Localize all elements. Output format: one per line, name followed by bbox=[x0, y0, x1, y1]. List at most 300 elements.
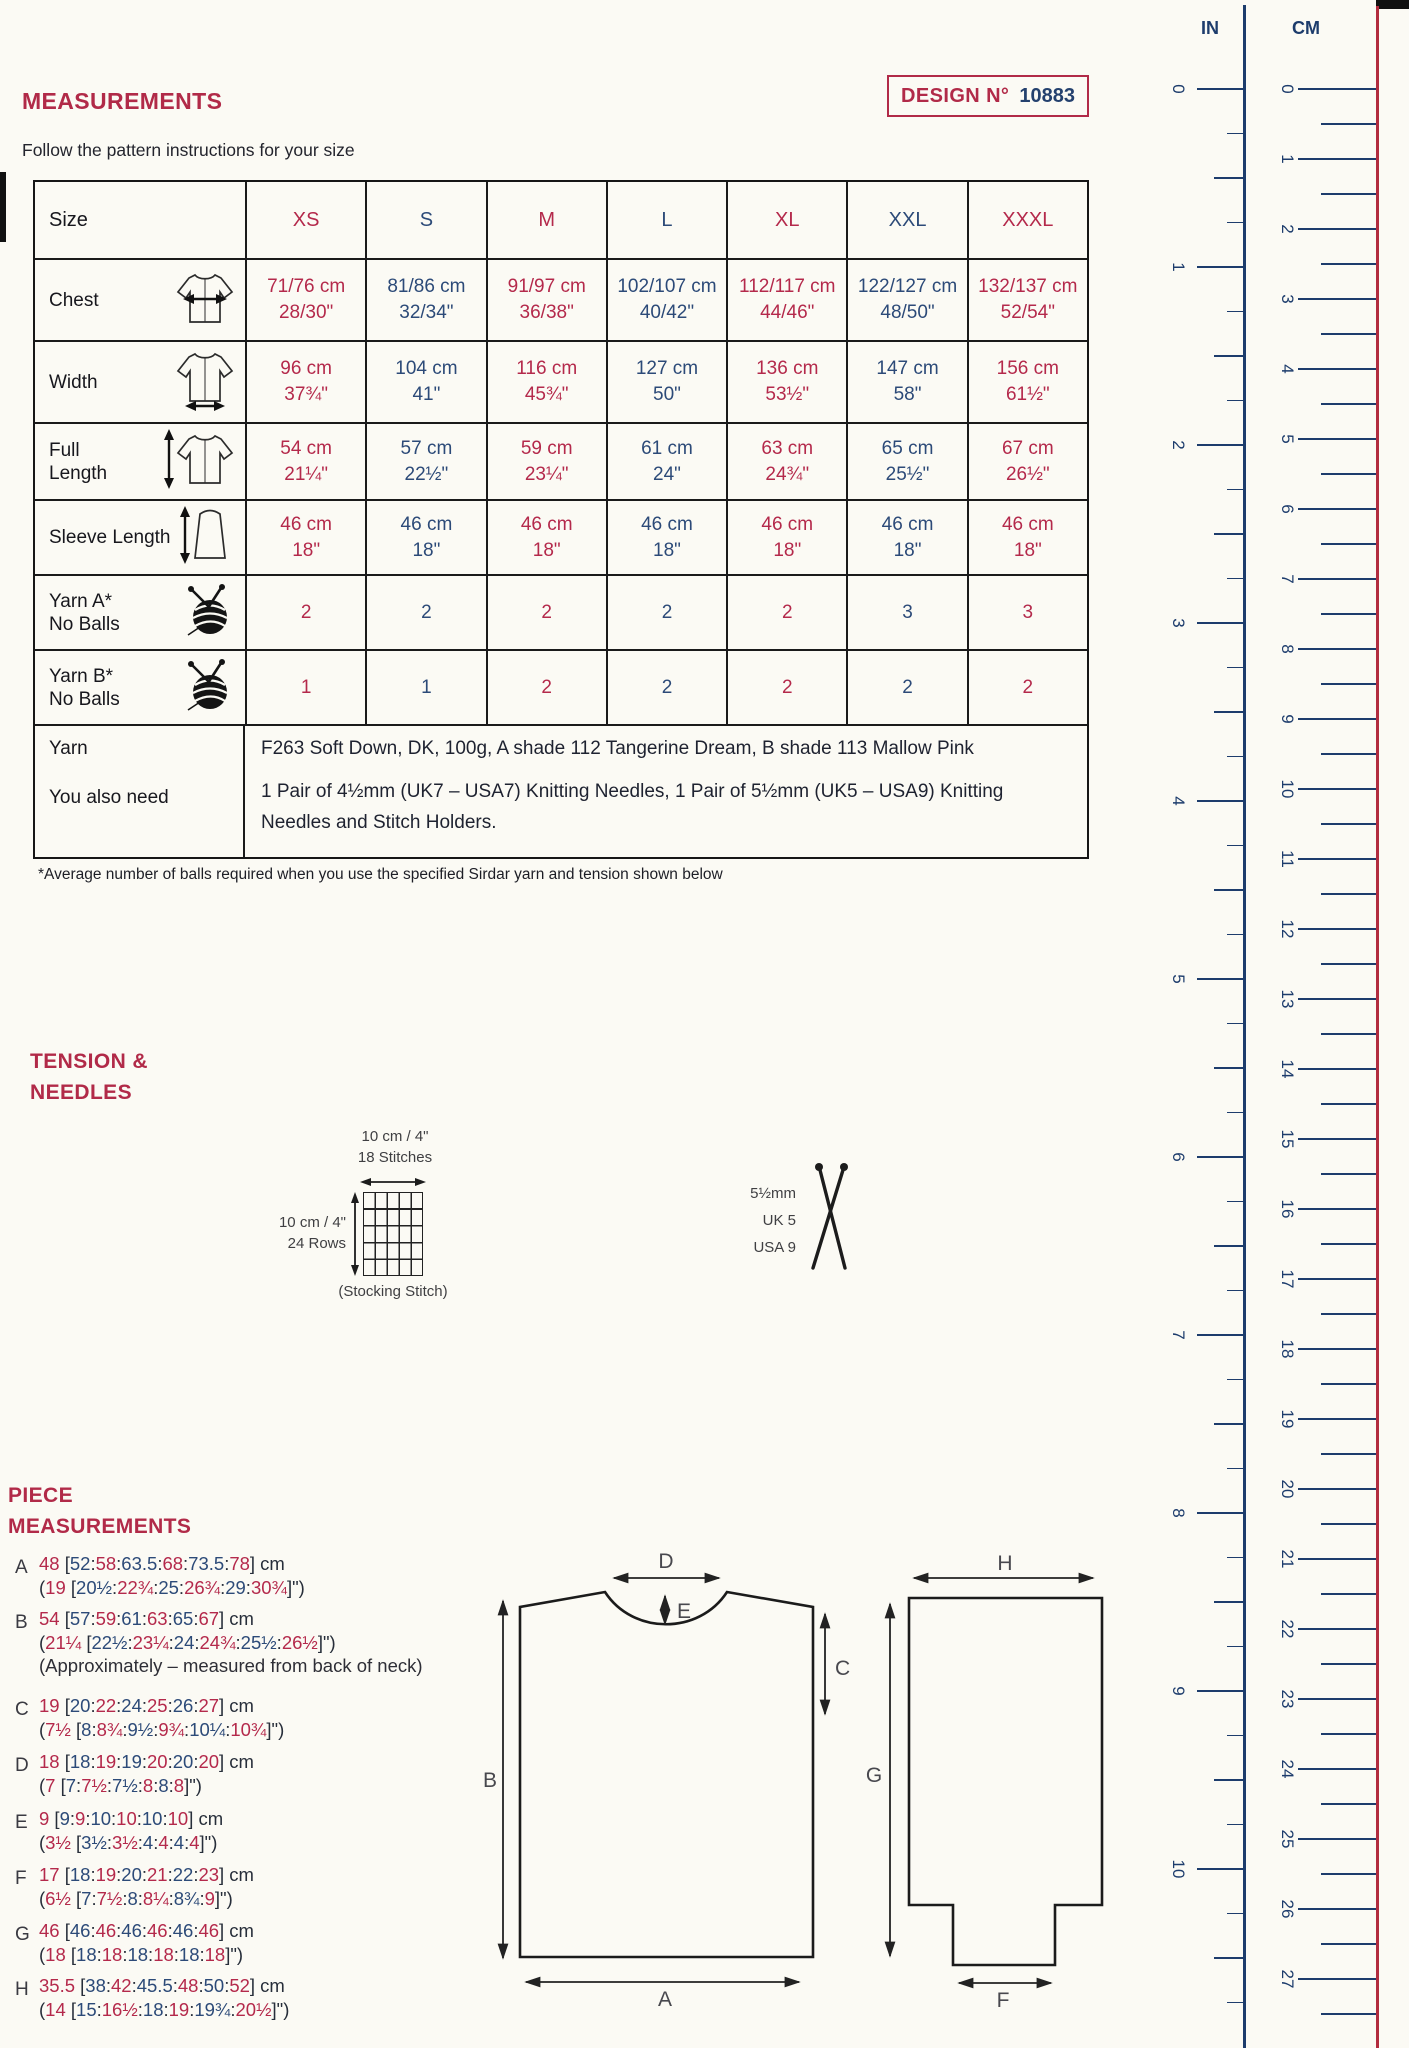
value-line: 91/97 cm bbox=[507, 276, 586, 297]
measurement-value: 18 bbox=[69, 1751, 91, 1772]
ruler-tick bbox=[1197, 622, 1243, 624]
value-cell bbox=[606, 260, 726, 340]
value-line: 21¼" bbox=[284, 463, 328, 485]
ruler-number: 5 bbox=[1278, 434, 1297, 444]
value-cell bbox=[245, 342, 365, 422]
measurement-value: ]") bbox=[266, 1718, 285, 1740]
measurement-value: [ bbox=[49, 1808, 60, 1829]
value-cell bbox=[967, 651, 1087, 724]
value-cell bbox=[726, 576, 846, 649]
measurement-value: 25 bbox=[158, 1576, 179, 1598]
measurement-value: : bbox=[276, 1631, 282, 1653]
measurement-value: ] cm bbox=[249, 1975, 285, 1996]
value-line: 61 cm bbox=[641, 437, 693, 459]
ruler-tick bbox=[1321, 1103, 1376, 1105]
tension-swatch-grid bbox=[363, 1192, 423, 1276]
measurement-value: : bbox=[96, 1943, 102, 1965]
ruler-tick bbox=[1197, 266, 1243, 268]
ruler-tick bbox=[1298, 1908, 1376, 1910]
measurement-value: : bbox=[162, 1808, 168, 1829]
measurement-value: 46 bbox=[198, 1920, 220, 1941]
value-cell bbox=[606, 424, 726, 499]
ruler-tick bbox=[1321, 1873, 1376, 1875]
piece-measurement-list bbox=[15, 1545, 498, 2045]
value-line: 24" bbox=[653, 463, 681, 485]
value-line: 50" bbox=[653, 384, 681, 405]
measurement-value: 35.5 bbox=[39, 1975, 76, 1996]
ruler-number: 12 bbox=[1278, 919, 1297, 939]
value-line: 2 bbox=[541, 676, 552, 698]
measurement-value: [ bbox=[81, 1631, 92, 1653]
measurement-value: 26 bbox=[172, 1695, 194, 1716]
measurement-value: : bbox=[112, 1576, 118, 1598]
value-line: 46 cm bbox=[520, 513, 573, 535]
needle-size-label: 5½mm bbox=[750, 1185, 796, 1202]
needle-usa-label: USA 9 bbox=[753, 1239, 796, 1256]
ruler-tick bbox=[1298, 578, 1376, 580]
ruler-number: 3 bbox=[1278, 294, 1297, 304]
value-cell bbox=[967, 260, 1087, 340]
value-line: 63 cm bbox=[761, 437, 814, 459]
measurement-value: 19 bbox=[121, 1751, 142, 1772]
measurement-value: 10¼ bbox=[189, 1718, 226, 1740]
value-cell bbox=[245, 501, 365, 574]
value-line: 156 cm bbox=[996, 358, 1059, 379]
measurement-value: : bbox=[141, 1920, 148, 1941]
row-label-line: Full bbox=[49, 439, 80, 461]
ruler-tick bbox=[1321, 2013, 1376, 2015]
measurement-value: 10 bbox=[167, 1808, 189, 1829]
measurement-line bbox=[39, 1631, 423, 1655]
value-cell bbox=[846, 260, 966, 340]
measurement-value: : bbox=[220, 1576, 226, 1598]
measurement-value: 23¼ bbox=[132, 1631, 169, 1653]
ruler-tick bbox=[1321, 1383, 1376, 1385]
measurement-value: : bbox=[116, 1920, 122, 1941]
measurement-value: : bbox=[184, 1831, 190, 1853]
measurement-value: : bbox=[106, 1774, 113, 1796]
ruler-number: 10 bbox=[1169, 1859, 1188, 1879]
measurement-line bbox=[39, 1750, 254, 1774]
ruler-tick bbox=[1298, 1558, 1376, 1560]
row-label-cell bbox=[35, 342, 245, 422]
measurement-value: [ bbox=[59, 1920, 70, 1941]
measurement-value: 20½ bbox=[235, 1998, 272, 2020]
ruler-number: 27 bbox=[1278, 1969, 1297, 1989]
value-cell bbox=[726, 651, 846, 724]
value-line: 1 bbox=[300, 676, 312, 698]
measurement-value: : bbox=[184, 1718, 190, 1740]
tension-heading bbox=[30, 1046, 148, 1108]
row-label-line: Yarn A* bbox=[49, 590, 113, 612]
ruler-tick bbox=[1298, 438, 1376, 440]
measurement-value: : bbox=[69, 1808, 76, 1829]
table-row bbox=[35, 340, 1087, 422]
piece-measurement-item bbox=[15, 1974, 289, 2021]
ruler-number: 18 bbox=[1278, 1339, 1297, 1359]
diagram-letter-d: D bbox=[658, 1550, 674, 1573]
ruler-tick bbox=[1227, 2002, 1243, 2004]
measurement-value: : bbox=[167, 1608, 173, 1629]
measurement-value: : bbox=[116, 1608, 122, 1629]
ruler-tick bbox=[1227, 1646, 1243, 1648]
value-line: 54 cm bbox=[280, 437, 333, 459]
value-cell bbox=[486, 260, 606, 340]
ruler-number: 23 bbox=[1278, 1689, 1297, 1709]
swatch-stitch-label: (Stocking Stitch) bbox=[338, 1283, 448, 1300]
measurement-value: 4 bbox=[142, 1831, 154, 1853]
garment-chest-icon bbox=[174, 268, 236, 332]
measurement-value: 18 bbox=[39, 1751, 60, 1772]
measurement-value: ] cm bbox=[219, 1608, 254, 1629]
ruler-tick bbox=[1227, 845, 1243, 847]
ruler-tick bbox=[1227, 1468, 1243, 1470]
measurement-value: : bbox=[194, 1631, 200, 1653]
measurement-line bbox=[39, 1576, 305, 1600]
ruler-tick bbox=[1298, 1068, 1376, 1070]
measurement-value: 20 bbox=[69, 1695, 91, 1716]
measurement-value: 8 bbox=[81, 1718, 92, 1740]
size-column-header: XL bbox=[726, 182, 846, 258]
ruler-tick bbox=[1214, 1779, 1243, 1781]
swatch-width-arrow bbox=[360, 1176, 426, 1188]
ruler-tick bbox=[1321, 403, 1376, 405]
measurement-value: 18 bbox=[101, 1943, 123, 1965]
measurement-value: : bbox=[136, 1808, 142, 1829]
table-row bbox=[35, 649, 1087, 724]
value-line: 61½" bbox=[1005, 384, 1050, 405]
measurement-value: 67 bbox=[198, 1608, 220, 1629]
ruler-tick bbox=[1227, 1201, 1243, 1203]
measurement-value: 4 bbox=[158, 1831, 169, 1853]
value-line: 28/30" bbox=[278, 302, 334, 323]
ruler-number: 5 bbox=[1169, 974, 1188, 984]
measurement-value: 7 bbox=[81, 1887, 92, 1909]
ruler-number: 14 bbox=[1278, 1059, 1297, 1079]
measurement-value: : bbox=[96, 1998, 102, 2020]
measurement-value: ]") bbox=[199, 1831, 218, 1853]
measurement-value: 45.5 bbox=[136, 1975, 173, 1996]
tension-heading-line1: TENSION & bbox=[30, 1050, 148, 1073]
measurement-value: : bbox=[122, 1943, 128, 1965]
ruler-tick bbox=[1227, 1824, 1243, 1826]
value-cell bbox=[486, 651, 606, 724]
row-label-cell bbox=[35, 576, 245, 649]
measurement-value: 10 bbox=[90, 1808, 112, 1829]
ruler-tick bbox=[1197, 444, 1243, 446]
ruler-number: 26 bbox=[1278, 1899, 1297, 1919]
ruler-number: 16 bbox=[1278, 1199, 1297, 1219]
needle-labels bbox=[726, 1180, 796, 1261]
size-column-header: S bbox=[365, 182, 485, 258]
swatch-top-stitches: 18 Stitches bbox=[357, 1149, 433, 1166]
measurement-value: : bbox=[122, 1887, 128, 1909]
diagram-letter-g: G bbox=[865, 1764, 883, 1787]
swatch-top-size: 10 cm / 4" bbox=[361, 1128, 429, 1145]
scan-mark-corner bbox=[1376, 0, 1409, 9]
measurement-value: : bbox=[235, 1631, 241, 1653]
ruler-tick bbox=[1227, 1379, 1243, 1381]
value-line: 24¾" bbox=[765, 463, 810, 485]
piece-measurement-item bbox=[15, 1750, 254, 1797]
measurement-value: [ bbox=[59, 1751, 70, 1772]
piece-letter: F bbox=[15, 1868, 27, 1889]
ruler-number: 4 bbox=[1169, 796, 1188, 806]
size-column-header: XXXL bbox=[967, 182, 1087, 258]
measurement-value: : bbox=[245, 1576, 251, 1598]
measurement-value: 8 bbox=[142, 1774, 154, 1796]
table-row bbox=[35, 574, 1087, 649]
piece-lines bbox=[39, 1807, 223, 1854]
measurement-value: 48 bbox=[39, 1553, 60, 1574]
value-line: 2 bbox=[661, 676, 673, 698]
measurement-value: : bbox=[230, 1998, 236, 2020]
measurement-line bbox=[39, 1718, 284, 1742]
value-cell bbox=[846, 424, 966, 499]
measurement-line bbox=[39, 1863, 254, 1887]
measurement-value: 78 bbox=[229, 1553, 250, 1574]
piece-lines bbox=[39, 1607, 423, 1678]
value-line: 22½" bbox=[404, 463, 449, 485]
measurement-value: [ bbox=[59, 1608, 70, 1629]
measurement-value: : bbox=[225, 1718, 231, 1740]
measurement-value: : bbox=[224, 1975, 230, 1996]
diagram-letter-a: A bbox=[657, 1988, 673, 2011]
value-cell bbox=[245, 260, 365, 340]
measurement-value: : bbox=[106, 1831, 113, 1853]
ruler-tick bbox=[1298, 1838, 1376, 1840]
measurement-value: ]") bbox=[214, 1887, 233, 1909]
value-line: 46 cm bbox=[881, 513, 934, 535]
row-label bbox=[49, 590, 120, 636]
measurement-value: : bbox=[153, 1576, 159, 1598]
measurement-value: 18 bbox=[153, 1943, 174, 1965]
measurement-value: 10 bbox=[141, 1808, 163, 1829]
swatch-height-arrow bbox=[349, 1192, 361, 1276]
ruler-tick bbox=[1227, 1735, 1243, 1737]
row-label-cell bbox=[35, 651, 245, 724]
ruler-tick bbox=[1298, 1768, 1376, 1770]
ruler-tick bbox=[1321, 1733, 1376, 1735]
piece-measurement-item bbox=[15, 1552, 305, 1599]
ruler-tick bbox=[1214, 355, 1243, 357]
measurement-value: 26½ bbox=[281, 1631, 318, 1653]
value-line: 18" bbox=[1013, 539, 1042, 561]
measurement-value: 21 bbox=[147, 1864, 168, 1885]
measurement-value: : bbox=[153, 1718, 159, 1740]
ruler-tick bbox=[1227, 222, 1243, 224]
swatch-left-rows: 24 Rows bbox=[287, 1235, 346, 1252]
value-cell bbox=[726, 501, 846, 574]
measurement-value: : bbox=[163, 1998, 169, 2020]
measurement-value: 7½ bbox=[45, 1718, 71, 1740]
row-label-cell bbox=[35, 424, 245, 499]
value-line: 45¾" bbox=[524, 384, 569, 405]
ruler-tick bbox=[1321, 1943, 1376, 1945]
ruler-tick bbox=[1321, 683, 1376, 685]
value-line: 18" bbox=[532, 539, 561, 561]
measurement-line bbox=[39, 1694, 284, 1718]
measurement-value: 19¾ bbox=[194, 1998, 231, 2020]
value-line: 18" bbox=[412, 539, 441, 561]
value-line: 53½" bbox=[765, 384, 810, 405]
measurement-value: : bbox=[199, 1887, 205, 1909]
ruler-tick bbox=[1298, 1278, 1376, 1280]
row-label-line: No Balls bbox=[49, 613, 120, 635]
measurement-value: : bbox=[141, 1608, 148, 1629]
measurement-value: : bbox=[122, 1718, 128, 1740]
row-label-line: Yarn B* bbox=[49, 665, 114, 687]
row-label-line: Width bbox=[49, 371, 98, 393]
measurement-value: 68 bbox=[162, 1553, 184, 1574]
ruler-number: 24 bbox=[1278, 1759, 1297, 1779]
ruler-tick bbox=[1321, 1663, 1376, 1665]
ruler-number: 10 bbox=[1278, 779, 1297, 799]
value-line: 41" bbox=[412, 384, 441, 405]
measurement-value: ] cm bbox=[219, 1751, 254, 1772]
ruler-tick bbox=[1214, 177, 1243, 179]
measurement-value: 10 bbox=[116, 1808, 137, 1829]
ruler-tick bbox=[1321, 1173, 1376, 1175]
measurement-value: 4 bbox=[173, 1831, 185, 1853]
ruler-number: 15 bbox=[1278, 1129, 1297, 1149]
measurement-value: : bbox=[116, 1751, 122, 1772]
measurement-value: [ bbox=[70, 1831, 82, 1853]
measurement-value: 52 bbox=[69, 1553, 91, 1574]
diagram-letter-f: F bbox=[996, 1989, 1010, 2012]
ruler-tick bbox=[1321, 123, 1376, 125]
value-line: 18" bbox=[653, 539, 681, 561]
table-header-row bbox=[35, 182, 1087, 258]
diagram-letter-h: H bbox=[997, 1552, 1013, 1575]
garment-length-icon bbox=[162, 429, 236, 495]
measurement-value: 7 bbox=[65, 1774, 77, 1796]
ruler-tick bbox=[1321, 823, 1376, 825]
row-label-line: Length bbox=[49, 462, 108, 484]
value-line: 81/86 cm bbox=[387, 276, 466, 297]
diagram-letter-c: C bbox=[835, 1657, 851, 1680]
measurement-value: : bbox=[116, 1695, 122, 1716]
value-line: 96 cm bbox=[280, 358, 333, 379]
measurement-value: 19 bbox=[168, 1998, 190, 2020]
measurement-value: : bbox=[168, 1631, 174, 1653]
measurement-value: : bbox=[137, 1774, 143, 1796]
ruler-number: 2 bbox=[1278, 224, 1297, 234]
value-line: 40/42" bbox=[639, 302, 695, 323]
ruler-tick bbox=[1321, 1033, 1376, 1035]
size-table bbox=[33, 180, 1089, 859]
you-also-need-label: You also need bbox=[49, 787, 169, 808]
measurement-value: 21¼ bbox=[45, 1631, 82, 1653]
measurement-value: 7½ bbox=[96, 1887, 123, 1909]
measurement-line bbox=[39, 1831, 223, 1855]
design-number-box bbox=[887, 75, 1089, 117]
value-cell bbox=[606, 576, 726, 649]
ruler-cm-header: CM bbox=[1292, 18, 1320, 38]
measurement-value: 46 bbox=[147, 1920, 168, 1941]
row-label bbox=[49, 289, 99, 312]
measurement-value: ( bbox=[39, 1576, 46, 1598]
ruler-tick bbox=[1321, 1313, 1376, 1315]
value-cell bbox=[726, 424, 846, 499]
ruler-tick bbox=[1298, 1628, 1376, 1630]
swatch-left-labels bbox=[270, 1212, 346, 1254]
measurement-value: 50 bbox=[203, 1975, 225, 1996]
value-cell bbox=[365, 651, 485, 724]
measurement-value: 8¾ bbox=[173, 1887, 200, 1909]
value-line: 46 cm bbox=[641, 513, 693, 535]
swatch-top-labels bbox=[330, 1126, 460, 1168]
ruler-tick bbox=[1298, 1698, 1376, 1700]
value-cell bbox=[726, 260, 846, 340]
measurement-value: 38 bbox=[85, 1975, 106, 1996]
measurement-value: ]") bbox=[225, 1943, 244, 1965]
value-line: 136 cm bbox=[756, 358, 819, 379]
measurement-value: 22¾ bbox=[117, 1576, 154, 1598]
measurement-value: 24 bbox=[173, 1631, 195, 1653]
value-cell bbox=[486, 501, 606, 574]
ruler-tick bbox=[1321, 193, 1376, 195]
ruler-number: 1 bbox=[1278, 154, 1297, 164]
ruler-number: 0 bbox=[1169, 84, 1188, 94]
measurement-value: 46 bbox=[121, 1920, 142, 1941]
yarn-ball-icon bbox=[178, 655, 236, 721]
measurement-value: 65 bbox=[172, 1608, 194, 1629]
ruler-tick bbox=[1227, 578, 1243, 580]
piece-lines bbox=[39, 1863, 254, 1910]
ruler-tick bbox=[1321, 473, 1376, 475]
measurement-value: 48 bbox=[177, 1975, 199, 1996]
ruler-tick bbox=[1197, 1868, 1243, 1870]
measurement-line bbox=[39, 1887, 254, 1911]
measurement-value: 15 bbox=[76, 1998, 97, 2020]
measurement-value: 18 bbox=[127, 1943, 149, 1965]
measurement-value: [ bbox=[65, 1576, 77, 1598]
page-subtitle: Follow the pattern instructions for your size bbox=[22, 140, 355, 160]
ruler-tick bbox=[1214, 1067, 1243, 1069]
swatch-left-size: 10 cm / 4" bbox=[278, 1214, 346, 1231]
ruler-tick bbox=[1298, 368, 1376, 370]
measurement-value: : bbox=[168, 1831, 174, 1853]
ruler-tick bbox=[1321, 1803, 1376, 1805]
ruler-tick bbox=[1227, 1290, 1243, 1292]
value-line: 37¾" bbox=[284, 384, 328, 405]
value-cell bbox=[486, 424, 606, 499]
ruler-number: 7 bbox=[1278, 574, 1297, 584]
measurement-value: 3½ bbox=[112, 1831, 138, 1853]
value-cell bbox=[967, 342, 1087, 422]
piece-letter: C bbox=[15, 1699, 29, 1720]
measurement-value: : bbox=[157, 1553, 163, 1574]
ruler-number: 9 bbox=[1278, 714, 1297, 724]
row-label-line: Chest bbox=[49, 289, 99, 311]
measurement-value: 17 bbox=[39, 1864, 60, 1885]
row-label-cell bbox=[35, 260, 245, 340]
measurement-value: : bbox=[193, 1920, 199, 1941]
value-line: 46 cm bbox=[1001, 513, 1054, 535]
measurement-value: 18 bbox=[204, 1943, 226, 1965]
measurement-value: : bbox=[168, 1887, 174, 1909]
measurement-value: 18 bbox=[178, 1943, 200, 1965]
measurement-value: : bbox=[90, 1695, 96, 1716]
measurement-value: 73.5 bbox=[188, 1553, 225, 1574]
measurement-value: : bbox=[90, 1553, 96, 1574]
measurement-value: 25 bbox=[147, 1695, 168, 1716]
ruler-number: 22 bbox=[1278, 1619, 1297, 1639]
measurement-value: 19 bbox=[39, 1695, 60, 1716]
row-label bbox=[49, 665, 120, 711]
ruler-number: 8 bbox=[1278, 644, 1297, 654]
